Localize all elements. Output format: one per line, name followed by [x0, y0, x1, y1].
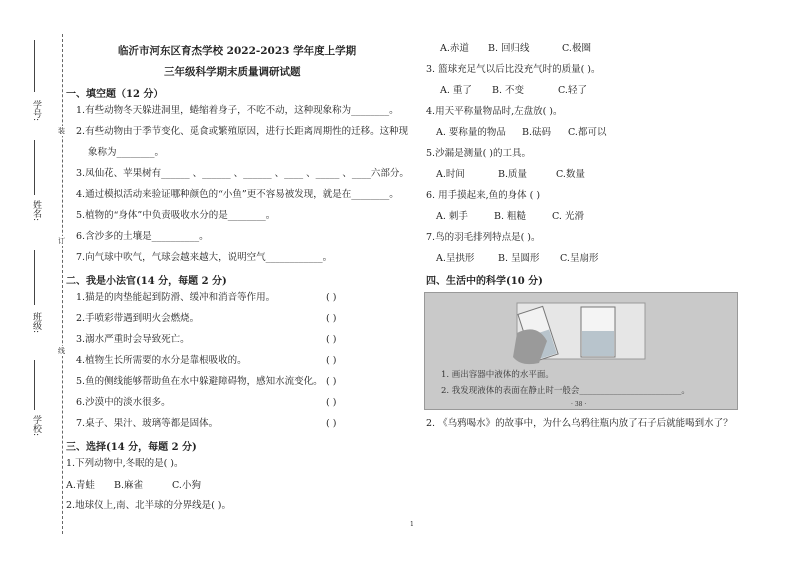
id-underline	[34, 40, 35, 92]
option: B. 粗糙	[494, 211, 527, 222]
school-underline	[34, 360, 35, 410]
option: B.麻雀	[114, 480, 144, 491]
judge-item: 3.溺水严重时会导致死亡。	[76, 334, 190, 345]
page-number: 1	[410, 521, 414, 528]
judge-item: 1.猫是的肉垫能起到防滑、缓冲和消音等作用。	[76, 292, 276, 303]
glass-photo-illustration	[425, 293, 737, 409]
name-underline	[34, 140, 35, 195]
question-text: 5.沙漏是测量( )的工具。	[426, 148, 531, 159]
binding-mark: 线	[58, 347, 65, 355]
judge-item: 7.桌子、果汁、玻璃等都是固体。	[76, 418, 219, 429]
option: A.青蛙	[66, 480, 95, 491]
binding-mark: 装	[58, 127, 65, 135]
question-text: 7.向气球中吹气，气球会越来越大，说明空气____________。	[76, 252, 333, 263]
exam-title: 临沂市河东区育杰学校 2022-2023 学年度上学期	[118, 45, 357, 57]
section-heading: 四、生活中的科学(10 分)	[426, 276, 543, 287]
question-text: 2.有些动物由于季节变化、觅食或繁殖原因，进行长距离周期性的迁移。这种现	[76, 126, 409, 137]
option: C.都可以	[568, 127, 607, 138]
answer-bracket[interactable]: ( )	[326, 376, 337, 387]
option: C.小狗	[172, 480, 201, 491]
answer-bracket[interactable]: ( )	[326, 313, 337, 324]
option: B. 呈圆形	[498, 253, 540, 264]
name-label: 姓名:	[31, 200, 41, 222]
photo-caption-1: 1. 画出容器中液体的水平面。	[441, 370, 554, 380]
option: C.呈扇形	[560, 253, 599, 264]
option: C. 光滑	[552, 211, 584, 222]
question-text: 6. 用手摸起来,鱼的身体 ( )	[426, 190, 541, 201]
exam-subtitle: 三年级科学期末质量调研试题	[164, 66, 301, 78]
answer-bracket[interactable]: ( )	[326, 334, 337, 345]
option: B.砝码	[522, 127, 552, 138]
answer-bracket[interactable]: ( )	[326, 397, 337, 408]
option: C.数量	[556, 169, 585, 180]
option: C.轻了	[558, 85, 587, 96]
answer-bracket[interactable]: ( )	[326, 292, 337, 303]
question-text: 4.用天平称量物品时,左盘放( )。	[426, 106, 563, 117]
option: A. 刺手	[436, 211, 468, 222]
question-text: 2.地球仪上,南、北半球的分界线是( )。	[66, 500, 232, 511]
option: B.质量	[498, 169, 528, 180]
option: B. 回归线	[488, 43, 530, 54]
question-text: 1.下列动物中,冬眠的是( )。	[66, 458, 184, 469]
answer-bracket[interactable]: ( )	[326, 418, 337, 429]
question-text: 1.有些动物冬天躲进洞里，蜷缩着身子，不吃不动，这种现象称为________。	[76, 105, 399, 116]
question-text: 6.含沙多的土壤是__________。	[76, 231, 209, 242]
class-underline	[34, 250, 35, 305]
binding-line	[62, 34, 63, 534]
judge-item: 5.鱼的侧线能够帮助鱼在水中躲避障碍物，感知水流变化。	[76, 376, 323, 387]
option: A. 重了	[440, 85, 472, 96]
judge-item: 4.植物生长所需要的水分是靠根吸收的。	[76, 355, 247, 366]
question-text: 2. 《乌鸦喝水》的故事中，为什么乌鸦往瓶内放了石子后就能喝到水了？	[426, 418, 733, 429]
binding-mark: 订	[58, 237, 65, 245]
judge-item: 2.手喷彩带遇到明火会燃烧。	[76, 313, 200, 324]
option: A.呈拱形	[436, 253, 475, 264]
student-id-label: 学号:	[31, 100, 41, 122]
option: B. 不变	[492, 85, 525, 96]
option: A. 要称量的物品	[436, 127, 506, 138]
section-heading: 一、填空题（12 分）	[66, 89, 164, 100]
school-label: 学校:	[31, 415, 41, 437]
option: A.时间	[436, 169, 465, 180]
question-text: 3.凤仙花、苹果树有______ 、______ 、______ 、____ 、_____ 、____六部分。	[76, 168, 409, 179]
question-text: 4.通过模拟活动来验证哪种颜色的“小鱼”更不容易被发现，就是在________。	[76, 189, 399, 200]
section-heading: 三、选择(14 分，每题 2 分)	[66, 442, 197, 453]
question-text: 象称为________。	[88, 147, 165, 158]
section-heading: 二、我是小法官(14 分，每题 2 分)	[66, 276, 227, 287]
question-text: 7.鸟的羽毛排列特点是( )。	[426, 232, 541, 243]
answer-bracket[interactable]: ( )	[326, 355, 337, 366]
option: C.极圈	[562, 43, 591, 54]
photo-caption-2: 2. 我发现液体的表面在静止时一般会________________________。	[441, 386, 690, 396]
question-text: 5.植物的“身体”中负责吸收水分的是________。	[76, 210, 276, 221]
option: A.赤道	[440, 43, 469, 54]
experiment-photo	[424, 292, 738, 410]
question-text: 3. 篮球充足气以后比没充气时的质量( )。	[426, 64, 601, 75]
class-label: 班级:	[31, 312, 41, 334]
judge-item: 6.沙漠中的淡水很多。	[76, 397, 171, 408]
photo-page-number: · 38 ·	[571, 401, 587, 408]
